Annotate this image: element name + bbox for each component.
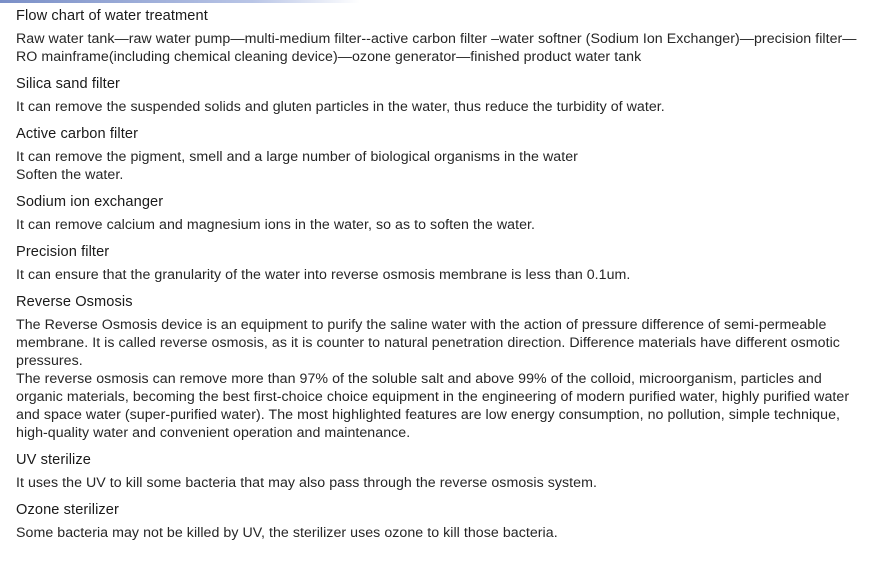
section-paragraph: Some bacteria may not be killed by UV, the sterilizer uses ozone to kill those bacteria. <box>16 525 558 541</box>
section-heading: Sodium ion exchanger <box>16 194 164 210</box>
section-paragraph: The reverse osmosis can remove more than 97% of the soluble salt and above 99% of the colloid, microorganism, particles and organic materials, becoming the best first-choice choice equipment in the engineering of modern purified water, highly purified water and space water (super-purified water). The most highlighted features are low energy consumption, no pollution, simple technique, high-quality water and convenient operation and maintenance. <box>16 371 850 441</box>
section-heading: Active carbon filter <box>16 126 139 142</box>
section-heading: Silica sand filter <box>16 76 120 92</box>
section-active-carbon-filter <box>16 124 866 184</box>
top-accent-line <box>0 0 360 3</box>
section-heading: Ozone sterilizer <box>16 502 119 518</box>
section-heading: UV sterilize <box>16 452 91 468</box>
section-paragraph: Soften the water. <box>16 167 124 183</box>
section-paragraph: Raw water tank—raw water pump—multi-medium filter--active carbon filter –water softner (Sodium Ion Exchanger)—precision filter—RO mainframe(including chemical cleaning device)—ozone generator—finished product water tank <box>16 31 857 65</box>
section-uv-sterilize <box>16 450 866 492</box>
section-paragraph: It uses the UV to kill some bacteria that may also pass through the reverse osmosis system. <box>16 475 597 491</box>
section-sodium-ion-exchanger <box>16 192 866 234</box>
section-reverse-osmosis <box>16 292 866 442</box>
section-flow-chart <box>16 6 866 66</box>
section-paragraph: The Reverse Osmosis device is an equipment to purify the saline water with the action of pressure difference of semi-permeable membrane. It is called reverse osmosis, as it is counter to natural penetration direction. Difference materials have different osmotic pressures. <box>16 317 840 369</box>
section-paragraph: It can remove calcium and magnesium ions in the water, so as to soften the water. <box>16 217 536 233</box>
section-precision-filter <box>16 242 866 284</box>
document-body <box>16 6 866 542</box>
section-paragraph: It can ensure that the granularity of the water into reverse osmosis membrane is less than 0.1um. <box>16 267 631 283</box>
section-heading: Reverse Osmosis <box>16 294 133 310</box>
section-ozone-sterilizer <box>16 500 866 542</box>
section-paragraph: It can remove the pigment, smell and a large number of biological organisms in the water <box>16 149 578 165</box>
section-silica-sand-filter <box>16 74 866 116</box>
section-heading: Flow chart of water treatment <box>16 8 208 24</box>
section-paragraph: It can remove the suspended solids and gluten particles in the water, thus reduce the turbidity of water. <box>16 99 665 115</box>
section-heading: Precision filter <box>16 244 110 260</box>
